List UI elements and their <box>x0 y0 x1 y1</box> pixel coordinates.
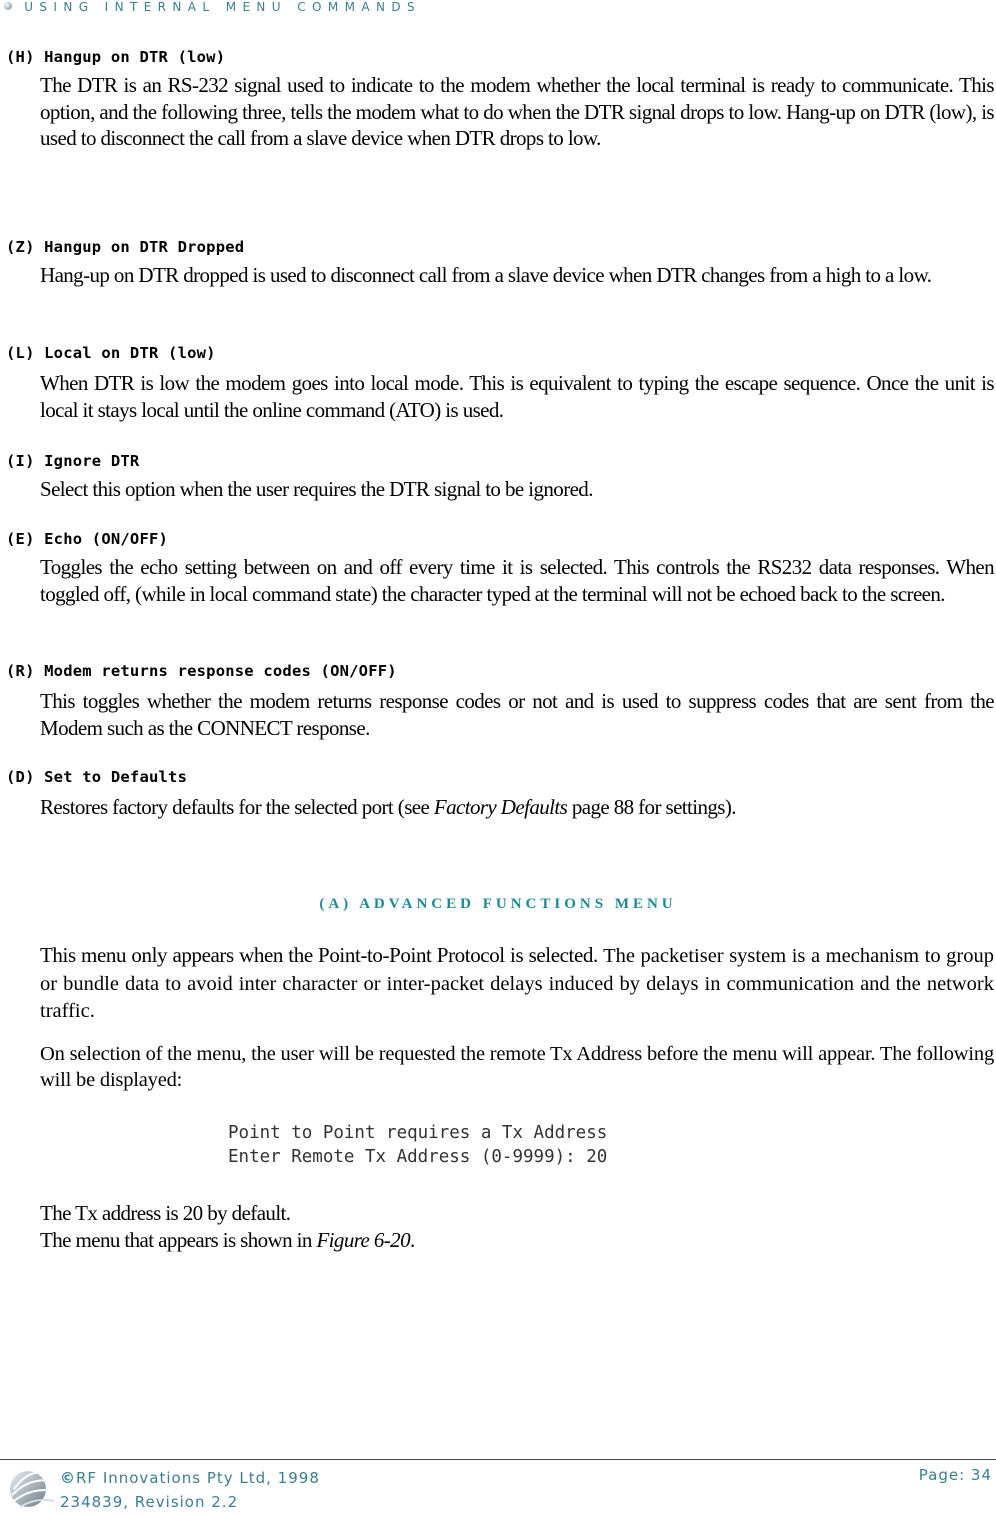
section-title-hangup-dtr-dropped: (Z) Hangup on DTR Dropped <box>6 238 245 256</box>
footer-company: ©RF Innovations Pty Ltd, 1998 <box>60 1469 320 1487</box>
footer-doc-number: 234839, Revision 2.2 <box>60 1493 239 1511</box>
section-title-ignore-dtr: (I) Ignore DTR <box>6 452 140 470</box>
advanced-intro: This menu only appears when the Point-to-Point Protocol is selected. The packetiser system is a mechanism to group or bundle data to avoid inter character or inter-packet delays induced by delays in communication and the network traffic. <box>40 943 994 1022</box>
footer-divider <box>0 1459 996 1460</box>
section-title-local-dtr-low: (L) Local on DTR (low) <box>6 344 216 362</box>
section-body-ignore-dtr: Select this option when the user requires the DTR signal to be ignored. <box>40 477 593 501</box>
running-header <box>4 0 421 14</box>
running-header-title: USING INTERNAL MENU COMMANDS <box>24 0 421 14</box>
section-title-set-defaults: (D) Set to Defaults <box>6 768 188 786</box>
section-body-echo: Toggles the echo setting between on and off every time it is selected. This controls the RS232 data responses. When toggled off, (while in local command state) the character typed at the terminal will not be echoed back to the screen. <box>40 555 994 606</box>
figure-reference-text: The menu that appears is shown in Figure 6-20. <box>40 1228 415 1252</box>
section-title-echo: (E) Echo (ON/OFF) <box>6 530 169 548</box>
code-line-2: Enter Remote Tx Address (0-9999): 20 <box>228 1147 608 1167</box>
section-body-hangup-dtr-low: The DTR is an RS-232 signal used to indicate to the modem whether the local terminal is ready to communicate. This option, and the following three, tells the modem what to do when the DTR signal drops to low. Hang-up on DTR (low), is used to disconnect the call from a slave device when DTR drops to low. <box>40 73 994 150</box>
tx-default-note: The Tx address is 20 by default. <box>40 1201 291 1225</box>
section-body-response-codes: This toggles whether the modem returns response codes or not and is used to suppress codes that are sent from the Modem such as the CONNECT response. <box>40 689 994 740</box>
section-body-set-defaults: Restores factory defaults for the selected port (see Factory Defaults page 88 for settings). <box>40 795 736 819</box>
figure-6-20-link[interactable]: Figure 6-20 <box>316 1228 410 1252</box>
section-title-hangup-dtr-low: (H) Hangup on DTR (low) <box>6 48 226 66</box>
company-logo-icon <box>6 1463 56 1513</box>
footer-left <box>60 1466 320 1514</box>
advanced-selection-text: On selection of the menu, the user will be requested the remote Tx Address before the menu will appear. The following will be displayed: <box>40 1043 994 1091</box>
advanced-functions-heading: (A) ADVANCED FUNCTIONS MENU <box>319 896 677 912</box>
section-title-response-codes: (R) Modem returns response codes (ON/OFF) <box>6 662 397 680</box>
code-line-1: Point to Point requires a Tx Address <box>228 1123 608 1143</box>
bullet-icon <box>4 2 12 10</box>
section-body-hangup-dtr-dropped: Hang-up on DTR dropped is used to disconnect call from a slave device when DTR changes from a high to a low. <box>40 263 932 287</box>
page-number: Page: 34 <box>918 1466 992 1484</box>
factory-defaults-link[interactable]: Factory Defaults <box>433 795 568 819</box>
section-body-local-dtr-low: When DTR is low the modem goes into local mode. This is equivalent to typing the escape sequence. Once the unit is local it stays local until the online command (ATO) is used. <box>40 371 994 422</box>
